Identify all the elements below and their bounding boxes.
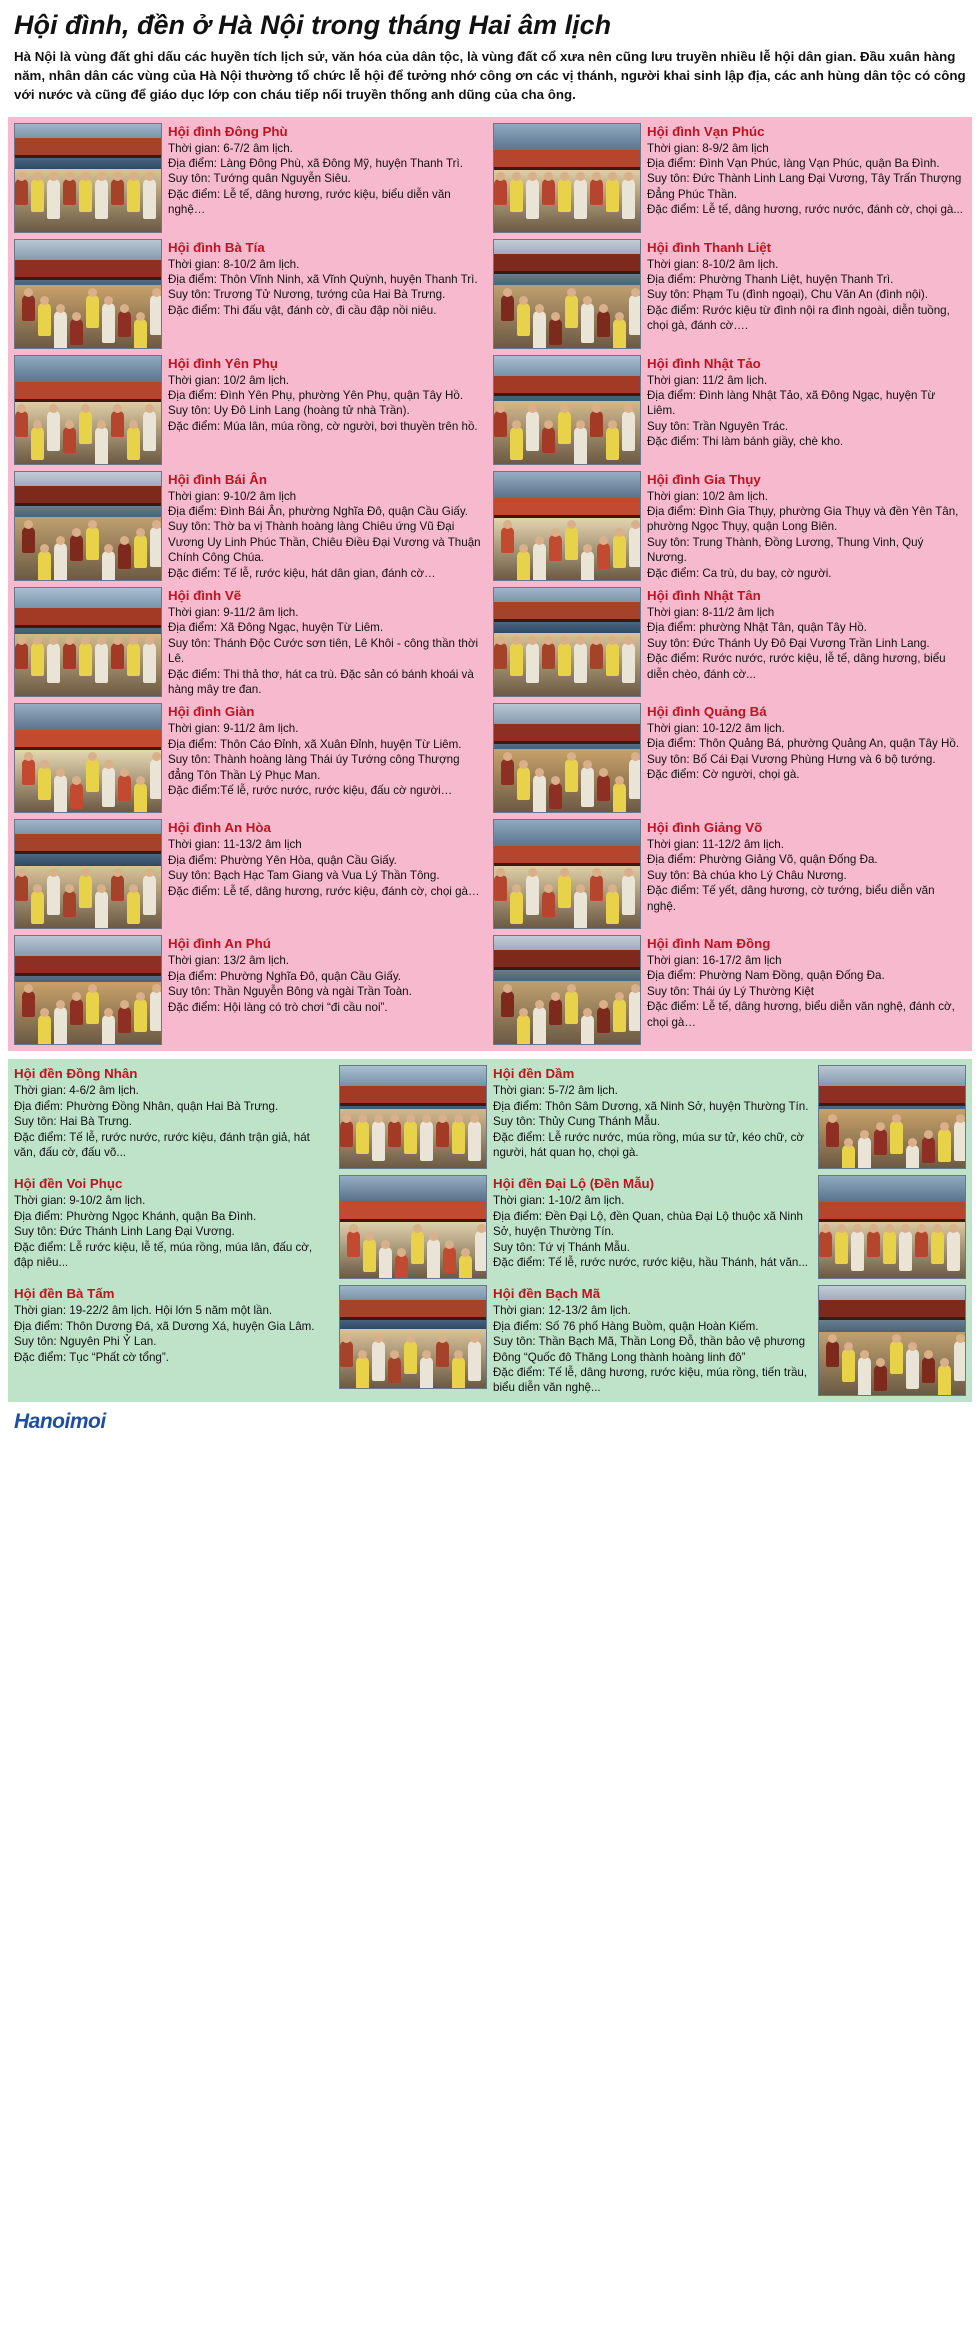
- festival-title: Hội đình Nhật Tảo: [647, 355, 761, 371]
- festival-photo: [493, 587, 641, 697]
- festival-title: Hội đình Quảng Bá: [647, 704, 767, 720]
- festival-detail-line: Đặc điểm: Lễ tế, dâng hương, rước kiệu, biểu diễn văn nghệ…: [168, 187, 451, 217]
- festival-title: Hội đền Đại Lộ (Đền Mẫu): [493, 1176, 655, 1192]
- festival-detail-line: Địa điểm: phường Nhật Tân, quận Tây Hồ.: [647, 621, 867, 635]
- festival-detail-line: Đặc điểm: Rước nước, rước kiệu, lễ tế, dâng hương, biểu diễn chèo, đánh cờ...: [647, 652, 946, 681]
- festival-photo: [818, 1065, 966, 1169]
- festival-text: [168, 935, 487, 1045]
- festival-detail-line: Suy tôn: Bố Cái Đại Vương Phùng Hưng và 6 bộ tướng.: [647, 752, 936, 766]
- festival-detail-line: Đặc điểm:Tế lễ, rước nước, rước kiệu, đấu cờ người…: [168, 784, 453, 798]
- festival-photo: [14, 935, 162, 1045]
- festival-card: [493, 587, 966, 697]
- festival-detail-line: Suy tôn: Tướng quân Nguyễn Siêu.: [168, 172, 351, 186]
- festival-detail-line: Thời gian: 13/2 âm lịch.: [168, 954, 290, 968]
- festival-photo: [339, 1065, 487, 1169]
- festival-detail-line: Thời gian: 8-10/2 âm lịch.: [647, 257, 779, 271]
- festival-card: [14, 1065, 487, 1169]
- festival-detail-line: Suy tôn: Thánh Độc Cước sơn tiên, Lê Khôi - công thần thời Lê.: [168, 636, 479, 666]
- festival-text: [647, 123, 966, 233]
- festival-title: Hội đền Bà Tấm: [14, 1286, 115, 1302]
- festival-photo: [14, 703, 162, 813]
- festival-title: Hội đình Bái Ân: [168, 471, 267, 487]
- festival-card: [493, 471, 966, 581]
- festival-text: [168, 819, 487, 929]
- festival-detail-line: Đặc điểm: Tục “Phất cờ tổng”.: [14, 1350, 169, 1364]
- festival-text: [168, 123, 487, 233]
- festival-detail-line: Suy tôn: Thái úy Lý Thường Kiệt: [647, 984, 815, 998]
- festival-title: Hội đình Yên Phụ: [168, 355, 278, 371]
- festival-title: Hội đền Đồng Nhân: [14, 1066, 138, 1082]
- festival-detail-line: Địa điểm: Đình Gia Thụy, phường Gia Thụy và đền Yên Tân, phường Ngọc Thụy, quận Long Biên.: [647, 505, 959, 534]
- festival-title: Hội đình Vẽ: [168, 588, 242, 604]
- festival-card: [14, 819, 487, 929]
- hanoimoi-logo: Hanoimoi: [14, 1409, 106, 1433]
- festival-card: [493, 935, 966, 1045]
- festival-detail-line: Đặc điểm: Lễ tế, dâng hương, rước kiệu, đánh cờ, chọi gà…: [168, 884, 480, 898]
- festival-card: [493, 355, 966, 465]
- festival-detail-line: Địa điểm: Thôn Sâm Dương, xã Ninh Sở, huyện Thường Tín.: [493, 1099, 809, 1113]
- festival-card: [14, 123, 487, 233]
- festival-detail-line: Đặc điểm: Lễ tế, dâng hương, biểu diễn văn nghệ, đánh cờ, chọi gà…: [647, 1000, 955, 1029]
- festival-text: [647, 471, 966, 581]
- festival-detail-line: Địa điểm: Thôn Cáo Đỉnh, xã Xuân Đỉnh, huyện Từ Liêm.: [168, 737, 462, 751]
- festival-title: Hội đền Bạch Mã: [493, 1286, 601, 1302]
- festival-card: [493, 239, 966, 349]
- festival-detail-line: Địa điểm: Thôn Dương Đá, xã Dương Xá, huyện Gia Lâm.: [14, 1319, 315, 1333]
- festival-detail-line: Suy tôn: Thành hoàng làng Thái úy Tướng công Thượng đẳng Tôn Thần Lý Phục Man.: [168, 753, 460, 782]
- festival-detail-line: Địa điểm: Đình Bái Ân, phường Nghĩa Đô, quận Cầu Giấy.: [168, 505, 468, 519]
- festival-detail-line: Địa điểm: Phường Ngọc Khánh, quận Ba Đình.: [14, 1209, 257, 1223]
- festival-detail-line: Thời gian: 12-13/2 âm lịch.: [493, 1304, 631, 1318]
- festival-detail-line: Thời gian: 9-11/2 âm lịch.: [168, 722, 299, 736]
- festival-detail-line: Đặc điểm: Tế lễ, rước nước, rước kiệu, đánh trận giả, hát văn, đấu cờ, đấu võ...: [14, 1130, 310, 1160]
- festival-detail-line: Đặc điểm: Cờ người, chọi gà.: [647, 768, 800, 782]
- festival-title: Hội đình Đông Phù: [168, 123, 288, 139]
- festival-detail-line: Thời gian: 11-13/2 âm lịch: [168, 838, 302, 852]
- festival-title: Hội đình Giàn: [168, 704, 255, 720]
- festival-photo: [14, 239, 162, 349]
- festival-detail-line: Địa điểm: Số 76 phố Hàng Buồm, quận Hoàn Kiếm.: [493, 1319, 759, 1333]
- festival-photo: [493, 471, 641, 581]
- festival-detail-line: Thời gian: 1-10/2 âm lịch.: [493, 1194, 625, 1208]
- festival-photo: [493, 123, 641, 233]
- festival-detail-line: Thời gian: 6-7/2 âm lịch.: [168, 141, 293, 155]
- festival-title: Hội đình An Phú: [168, 936, 271, 952]
- festival-detail-line: Đặc điểm: Múa lân, múa rồng, cờ người, bơi thuyền trên hồ.: [168, 419, 478, 433]
- festival-detail-line: Suy tôn: Bà chúa kho Lý Châu Nương.: [647, 868, 847, 882]
- festival-photo: [14, 587, 162, 697]
- festival-text: [647, 355, 966, 465]
- festival-title: Hội đền Voi Phục: [14, 1176, 123, 1192]
- festival-title: Hội đình An Hòa: [168, 820, 271, 836]
- festival-detail-line: Thời gian: 8-10/2 âm lịch.: [168, 257, 300, 271]
- festival-title: Hội đình Vạn Phúc: [647, 123, 765, 139]
- festival-photo: [14, 819, 162, 929]
- festival-detail-line: Suy tôn: Thờ ba vị Thành hoàng làng Chiêu ứng Vũ Đại Vương Uy Linh Phúc Thần, Chiêu Điều Đại Vương và Thuận Chính Công Chúa.: [168, 520, 481, 565]
- festival-detail-line: Địa điểm: Làng Đông Phù, xã Đông Mỹ, huyện Thanh Trì.: [168, 157, 463, 171]
- festival-detail-line: Địa điểm: Thôn Quảng Bá, phường Quảng An, quận Tây Hồ.: [647, 737, 960, 751]
- festival-card: [493, 1285, 966, 1395]
- festival-detail-line: Đặc điểm: Tế lễ, rước nước, rước kiệu, hầu Thánh, hát văn...: [493, 1256, 809, 1270]
- festival-card: [14, 587, 487, 697]
- festival-detail-line: Địa điểm: Đình Yên Phụ, phường Yên Phụ, quận Tây Hồ.: [168, 389, 464, 403]
- festival-detail-line: Suy tôn: Đức Thánh Linh Lang Đại Vương.: [14, 1225, 235, 1239]
- festival-detail-line: Thời gian: 8-9/2 âm lịch: [647, 141, 769, 155]
- festival-detail-line: Suy tôn: Bạch Hạc Tam Giang và Vua Lý Thần Tông.: [168, 869, 440, 883]
- festival-text: [493, 1285, 812, 1395]
- den-column-left: [14, 1065, 487, 1395]
- festival-text: [647, 587, 966, 697]
- festival-detail-line: Đặc điểm: Rước kiệu từ đình nội ra đình ngoài, diễn tuồng, chọi gà, đánh cờ….: [647, 303, 950, 333]
- festival-detail-line: Địa điểm: Phường Đồng Nhân, quận Hai Bà Trưng.: [14, 1099, 279, 1113]
- festival-detail-line: Địa điểm: Đền Đại Lộ, đền Quan, chùa Đại Lộ thuộc xã Ninh Sở, huyện Thường Tín.: [493, 1209, 803, 1239]
- festival-text: [647, 935, 966, 1045]
- festival-detail-line: Thời gian: 9-11/2 âm lịch.: [168, 606, 299, 620]
- festival-detail-line: Đặc điểm: Thi đấu vật, đánh cờ, đi cầu đập nồi niêu.: [168, 303, 437, 317]
- festival-detail-line: Địa điểm: Phường Nam Đồng, quận Đống Đa.: [647, 969, 885, 983]
- festival-detail-line: Đặc điểm: Hội làng có trò chơi “đi cầu noi”.: [168, 1000, 388, 1014]
- festival-title: Hội đình Thanh Liệt: [647, 239, 772, 255]
- festival-text: [493, 1175, 812, 1279]
- festival-photo: [818, 1285, 966, 1395]
- festival-detail-line: Thời gian: 5-7/2 âm lịch.: [493, 1084, 618, 1098]
- festival-detail-line: Đặc điểm: Thi thả thơ, hát ca trù. Đặc sản có bánh khoái và hàng mây tre đan.: [168, 667, 474, 697]
- festival-detail-line: Đặc điểm: Tế yết, dâng hương, cờ tướng, biểu diễn văn nghệ.: [647, 884, 935, 913]
- festival-text: [168, 471, 487, 581]
- festival-detail-line: Đặc điểm: Tế lễ, rước kiệu, hát dân gian, đánh cờ…: [168, 566, 436, 580]
- festival-text: [493, 1065, 812, 1169]
- festival-text: [168, 703, 487, 813]
- festival-detail-line: Thời gian: 4-6/2 âm lịch.: [14, 1084, 139, 1098]
- festival-text: [647, 703, 966, 813]
- header: [0, 0, 980, 109]
- festival-detail-line: Địa điểm: Phường Yên Hòa, quận Cầu Giấy.: [168, 853, 397, 867]
- festival-text: [14, 1285, 333, 1389]
- festival-card: [493, 123, 966, 233]
- festival-photo: [14, 355, 162, 465]
- festival-detail-line: Suy tôn: Trung Thành, Đồng Lương, Thung Vinh, Quý Nương.: [647, 535, 924, 565]
- festival-detail-line: Suy tôn: Phạm Tu (đình ngoại), Chu Văn An (đình nội).: [647, 288, 928, 302]
- festival-title: Hội đình Gia Thụy: [647, 471, 761, 487]
- festival-card: [14, 1175, 487, 1279]
- festival-text: [14, 1065, 333, 1169]
- festival-photo: [493, 355, 641, 465]
- festival-detail-line: Suy tôn: Đức Thành Linh Lang Đại Vương, Tây Trấn Thượng Đẳng Phúc Thần.: [647, 172, 962, 201]
- festival-detail-line: Thời gian: 19-22/2 âm lịch. Hội lớn 5 năm một lần.: [14, 1304, 273, 1318]
- intro-paragraph: Hà Nội là vùng đất ghi dấu các huyền tích lịch sử, văn hóa của dân tộc, là vùng đất cổ xưa nên cũng lưu truyền nhiều lễ hội dân gian. Đầu xuân hàng năm, nhân dân các vùng của Hà Nội thường tổ chức lễ hội để tưởng nhớ công ơn các vị thánh, người khai sinh lập địa, các anh hùng dân tộc có công với nước và cũng để giáo dục lớp con cháu tiếp nối truyền thống anh dũng của cha ông.: [14, 49, 966, 102]
- festival-text: [168, 239, 487, 349]
- festival-detail-line: Đặc điểm: Lễ rước kiệu, lễ tế, múa rồng, múa lân, đấu cờ, đập niêu...: [14, 1240, 313, 1270]
- festival-photo: [493, 819, 641, 929]
- festival-card: [14, 239, 487, 349]
- festival-text: [168, 355, 487, 465]
- festival-detail-line: Thời gian: 16-17/2 âm lịch: [647, 954, 782, 968]
- festival-card: [14, 471, 487, 581]
- festival-detail-line: Suy tôn: Thủy Cung Thánh Mẫu.: [493, 1115, 661, 1129]
- festival-text: [14, 1175, 333, 1279]
- festival-card: [14, 935, 487, 1045]
- festival-card: [14, 703, 487, 813]
- festival-photo: [339, 1285, 487, 1389]
- festival-photo: [818, 1175, 966, 1279]
- festival-detail-line: Thời gian: 11/2 âm lịch.: [647, 373, 768, 387]
- festival-text: [168, 587, 487, 697]
- festival-detail-line: Đặc điểm: Lễ tế, dâng hương, rước nước, đánh cờ, chọi gà...: [647, 203, 963, 217]
- festival-detail-line: Đặc điểm: Ca trù, du bay, cờ người.: [647, 566, 832, 580]
- festival-detail-line: Thời gian: 11-12/2 âm lịch.: [647, 838, 784, 852]
- festival-detail-line: Suy tôn: Tứ vị Thánh Mẫu.: [493, 1240, 630, 1254]
- festival-photo: [339, 1175, 487, 1279]
- festival-detail-line: Địa điểm: Phường Thanh Liệt, huyện Thanh Trì.: [647, 273, 894, 287]
- festival-title: Hội đình Giảng Võ: [647, 820, 763, 836]
- festival-detail-line: Suy tôn: Trương Tử Nương, tướng của Hai Bà Trưng.: [168, 288, 446, 302]
- footer: [0, 1402, 980, 1444]
- festival-card: [14, 1285, 487, 1389]
- festival-detail-line: Thời gian: 10/2 âm lịch.: [647, 489, 769, 503]
- festival-detail-line: Suy tôn: Thần Nguyễn Bông và ngài Trần Toàn.: [168, 985, 412, 999]
- festival-detail-line: Địa điểm: Phường Giảng Võ, quận Đống Đa.: [647, 853, 878, 867]
- dinh-column-left: [14, 123, 487, 1046]
- festival-title: Hội đình Nhật Tân: [647, 588, 761, 604]
- festival-card: [14, 355, 487, 465]
- festival-detail-line: Địa điểm: Đình làng Nhật Tảo, xã Đông Ngạc, huyện Từ Liêm.: [647, 389, 936, 418]
- festival-card: [493, 1175, 966, 1279]
- festival-detail-line: Suy tôn: Thần Bạch Mã, Thần Long Đỗ, thần bảo vệ phương Đông “Quốc đô Thăng Long thành hoàng linh đô”: [493, 1335, 806, 1364]
- festival-detail-line: Địa điểm: Thôn Vĩnh Ninh, xã Vĩnh Quỳnh, huyện Thanh Trì.: [168, 273, 478, 287]
- festival-photo: [14, 123, 162, 233]
- festival-detail-line: Địa điểm: Đình Vạn Phúc, làng Vạn Phúc, quận Ba Đình.: [647, 157, 940, 171]
- festival-card: [493, 1065, 966, 1169]
- festival-detail-line: Thời gian: 10/2 âm lịch.: [168, 373, 290, 387]
- festival-photo: [493, 935, 641, 1045]
- festival-photo: [14, 471, 162, 581]
- festival-card: [493, 819, 966, 929]
- festival-detail-line: Thời gian: 8-11/2 âm lịch: [647, 606, 775, 620]
- festival-detail-line: Suy tôn: Uy Đô Linh Lang (hoàng tử nhà Trần).: [168, 404, 410, 418]
- festival-title: Hội đình Nam Đồng: [647, 936, 771, 952]
- festival-detail-line: Thời gian: 9-10/2 âm lịch.: [14, 1194, 146, 1208]
- dinh-column-right: [493, 123, 966, 1046]
- festival-detail-line: Địa điểm: Xã Đông Ngạc, huyện Từ Liêm.: [168, 621, 384, 635]
- festival-detail-line: Suy tôn: Hai Bà Trưng.: [14, 1115, 132, 1129]
- page-title: Hội đình, đền ở Hà Nội trong tháng Hai âm lịch: [14, 10, 612, 40]
- festival-text: [647, 819, 966, 929]
- festival-photo: [493, 239, 641, 349]
- festival-detail-line: Đặc điểm: Thi làm bánh giầy, chè kho.: [647, 435, 844, 449]
- festival-detail-line: Đặc điểm: Lễ rước nước, múa rồng, múa sư tử, kéo chữ, cờ người, hát quan họ, chọi gà.: [493, 1130, 804, 1160]
- festival-detail-line: Suy tôn: Nguyên Phi Ỷ Lan.: [14, 1335, 157, 1349]
- dinh-festivals-section: [8, 117, 972, 1052]
- festival-detail-line: Thời gian: 10-12/2 âm lịch.: [647, 722, 785, 736]
- den-column-right: [493, 1065, 966, 1395]
- festival-detail-line: Địa điểm: Phường Nghĩa Đô, quận Cầu Giấy.: [168, 969, 401, 983]
- festival-title: Hội đền Dầm: [493, 1066, 575, 1082]
- festival-photo: [493, 703, 641, 813]
- festival-text: [647, 239, 966, 349]
- festival-detail-line: Thời gian: 9-10/2 âm lịch: [168, 489, 297, 503]
- festival-detail-line: Suy tôn: Đức Thánh Uy Đô Đại Vương Trần Linh Lang.: [647, 636, 930, 650]
- festival-detail-line: Suy tôn: Trần Nguyên Trác.: [647, 419, 789, 433]
- festival-card: [493, 703, 966, 813]
- festival-title: Hội đình Bà Tía: [168, 239, 265, 255]
- festival-detail-line: Đặc điểm: Tế lễ, dâng hương, rước kiệu, múa rồng, tiến trầu, biểu diễn văn nghệ...: [493, 1366, 808, 1395]
- den-festivals-section: [8, 1059, 972, 1401]
